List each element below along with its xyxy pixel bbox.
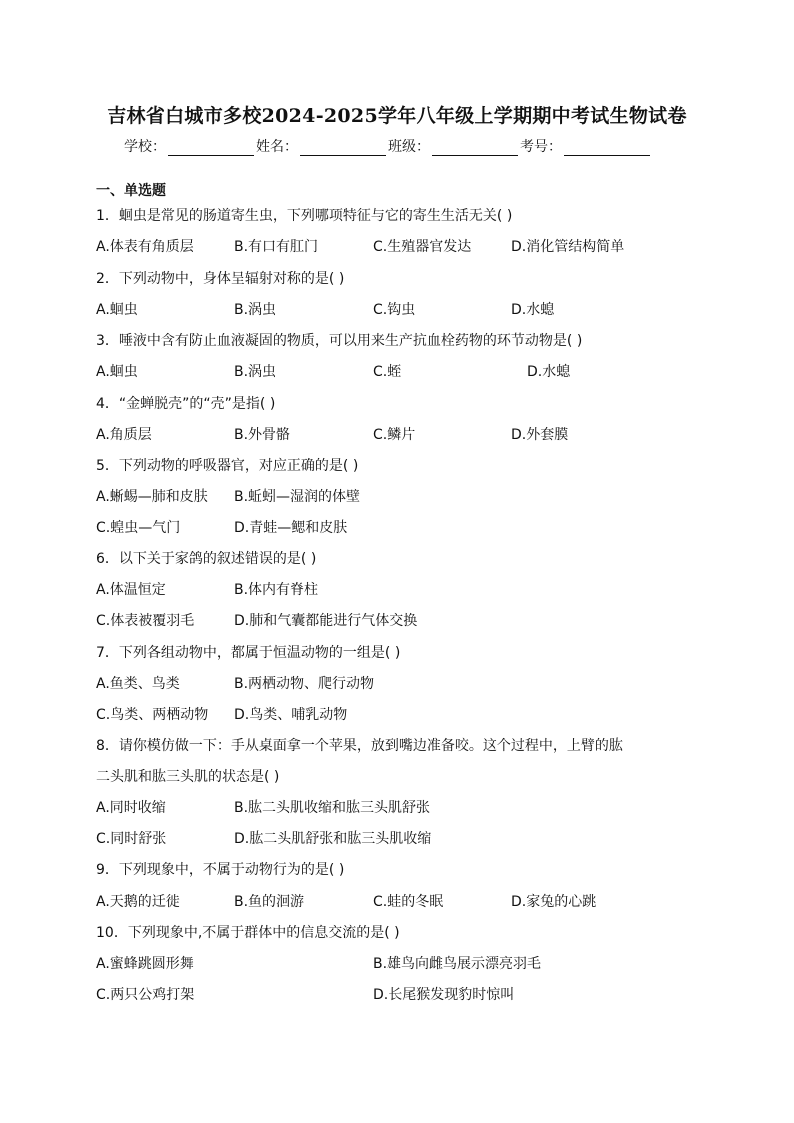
q2-option-c: C.钩虫 bbox=[373, 302, 416, 318]
q1-option-a: A.体表有角质层 bbox=[96, 239, 194, 255]
question-10: 10．下列现象中,不属于群体中的信息交流的是( ) bbox=[96, 925, 400, 941]
q10-option-b: B.雄鸟向雌鸟展示漂亮羽毛 bbox=[373, 956, 542, 972]
school-blank[interactable] bbox=[168, 141, 254, 156]
q1-option-b: B.有口有肛门 bbox=[234, 239, 319, 255]
q2-option-d: D.水螅 bbox=[511, 302, 555, 318]
question-3: 3．唾液中含有防止血液凝固的物质，可以用来生产抗血栓药物的环节动物是( ) bbox=[96, 333, 583, 349]
q6-option-b: B.体内有脊柱 bbox=[234, 582, 319, 598]
q5-option-a: A.蜥蜴—肺和皮肤 bbox=[96, 489, 208, 505]
q9-option-d: D.家兔的心跳 bbox=[511, 894, 597, 910]
student-info-row bbox=[124, 136, 652, 156]
q2-option-b: B.涡虫 bbox=[234, 302, 277, 318]
school-label: 学校： bbox=[124, 139, 166, 155]
class-blank[interactable] bbox=[432, 141, 518, 156]
q3-option-c: C.蛭 bbox=[373, 364, 402, 380]
section-title: 一、单选题 bbox=[96, 183, 166, 199]
q10-option-d: D.长尾猴发现豹时惊叫 bbox=[373, 987, 515, 1003]
q4-option-d: D.外套膜 bbox=[511, 427, 569, 443]
q9-option-b: B.鱼的洄游 bbox=[234, 894, 305, 910]
q5-option-c: C.蝗虫—气门 bbox=[96, 520, 181, 536]
q8-option-a: A.同时收缩 bbox=[96, 800, 166, 816]
q5-option-d: D.青蛙—鳃和皮肤 bbox=[234, 520, 348, 536]
q1-option-d: D.消化管结构简单 bbox=[511, 239, 625, 255]
question-5: 5．下列动物的呼吸器官，对应正确的是( ) bbox=[96, 458, 359, 474]
q7-option-d: D.鸟类、哺乳动物 bbox=[234, 707, 348, 723]
question-4: 4．“金蝉脱壳”的“壳”是指( ) bbox=[96, 396, 276, 412]
question-6: 6．以下关于家鸽的叙述错误的是( ) bbox=[96, 551, 317, 567]
class-label: 班级： bbox=[388, 139, 430, 155]
q7-option-b: B.两栖动物、爬行动物 bbox=[234, 676, 375, 692]
q8-option-c: C.同时舒张 bbox=[96, 831, 167, 847]
q4-option-a: A.角质层 bbox=[96, 427, 152, 443]
q4-option-c: C.鳞片 bbox=[373, 427, 416, 443]
q6-option-a: A.体温恒定 bbox=[96, 582, 166, 598]
q3-option-a: A.蛔虫 bbox=[96, 364, 138, 380]
question-8: 8．请你模仿做一下：手从桌面拿一个苹果，放到嘴边准备咬。这个过程中，上臂的肱 bbox=[96, 738, 623, 754]
name-blank[interactable] bbox=[300, 141, 386, 156]
name-label: 姓名： bbox=[256, 139, 298, 155]
q4-option-b: B.外骨骼 bbox=[234, 427, 291, 443]
exam-number-label: 考号： bbox=[520, 139, 562, 155]
q3-option-b: B.涡虫 bbox=[234, 364, 277, 380]
q8-option-d: D.肱二头肌舒张和肱三头肌收缩 bbox=[234, 831, 432, 847]
q10-option-a: A.蜜蜂跳圆形舞 bbox=[96, 956, 194, 972]
q10-option-c: C.两只公鸡打架 bbox=[96, 987, 195, 1003]
q9-option-a: A.天鹅的迁徙 bbox=[96, 894, 180, 910]
page-title: 吉林省白城市多校2024-2025学年八年级上学期期中考试生物试卷 bbox=[107, 105, 687, 127]
q6-option-c: C.体表被覆羽毛 bbox=[96, 613, 195, 629]
question-7: 7．下列各组动物中，都属于恒温动物的一组是( ) bbox=[96, 645, 401, 661]
q3-option-d: D.水螅 bbox=[527, 364, 571, 380]
exam-number-blank[interactable] bbox=[564, 141, 650, 156]
q5-option-b: B.蚯蚓—湿润的体壁 bbox=[234, 489, 361, 505]
q7-option-a: A.鱼类、鸟类 bbox=[96, 676, 180, 692]
q2-option-a: A.蛔虫 bbox=[96, 302, 138, 318]
q1-option-c: C.生殖器官发达 bbox=[373, 239, 472, 255]
question-9: 9．下列现象中，不属于动物行为的是( ) bbox=[96, 862, 345, 878]
q6-option-d: D.肺和气囊都能进行气体交换 bbox=[234, 613, 418, 629]
question-2: 2．下列动物中，身体呈辐射对称的是( ) bbox=[96, 271, 345, 287]
question-1: 1．蛔虫是常见的肠道寄生虫，下列哪项特征与它的寄生生活无关( ) bbox=[96, 208, 513, 224]
q7-option-c: C.鸟类、两栖动物 bbox=[96, 707, 209, 723]
q8-option-b: B.肱二头肌收缩和肱三头肌舒张 bbox=[234, 800, 431, 816]
question-8-continued: 二头肌和肱三头肌的状态是( ) bbox=[96, 769, 280, 785]
q9-option-c: C.蛙的冬眠 bbox=[373, 894, 444, 910]
